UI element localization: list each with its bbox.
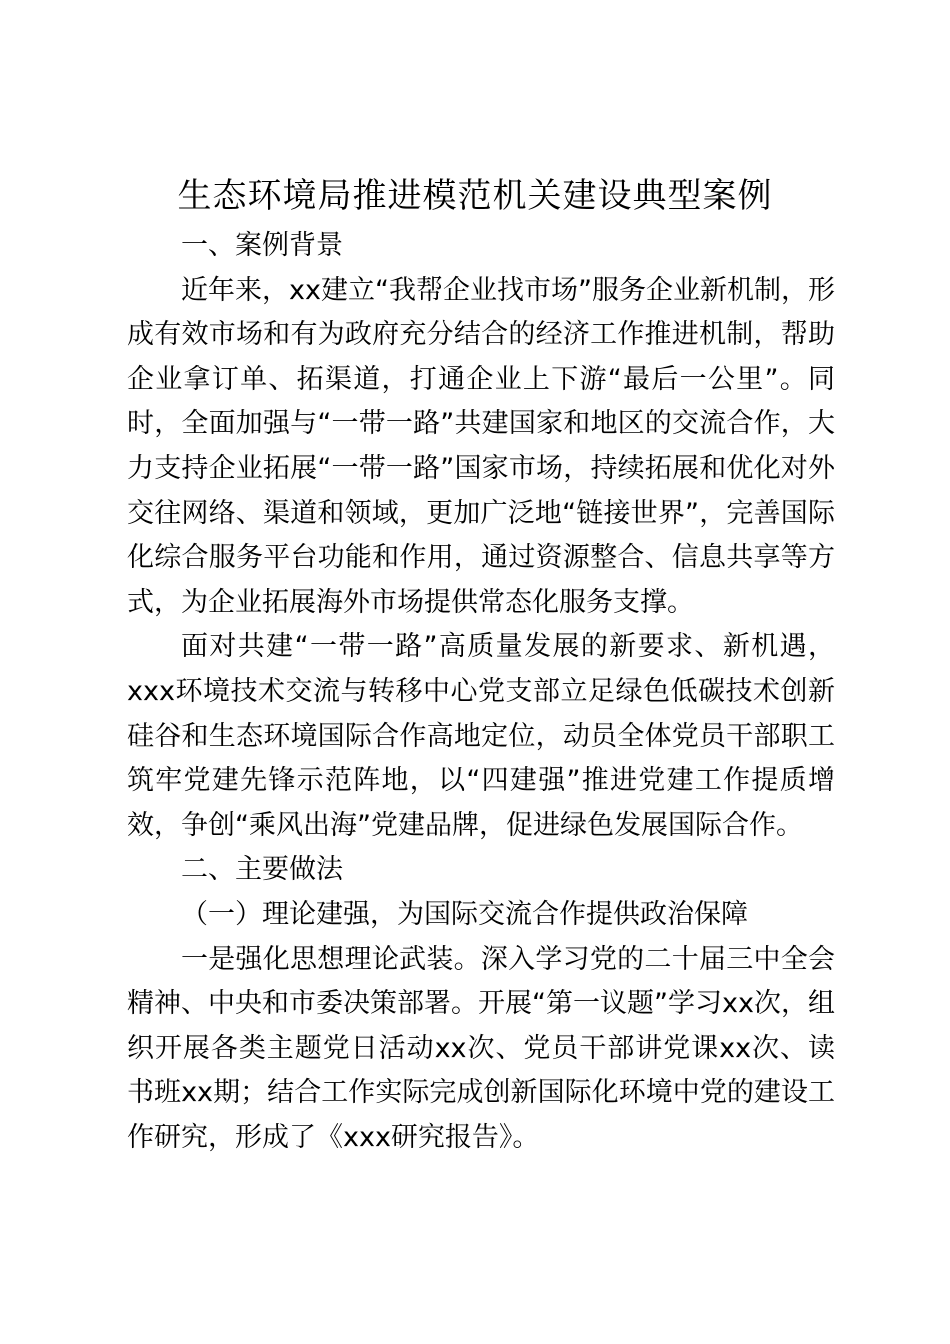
document-title: 生态环境局推进模范机关建设典型案例 — [177, 176, 773, 216]
document-body — [127, 224, 835, 1160]
section-heading-main-practices: 二、主要做法 — [181, 854, 343, 886]
paragraph-background-2: 面对共建“一带一路”高质量发展的新要求、新机遇，xxx环境技术交流与转移中心党支部立足绿色低碳技术创新硅谷和生态环境国际合作高地定位，动员全体党员干部职工筑牢党建先锋示范阵地，以“四建强”推进党建工作提质增效，争创“乘风出海”党建品牌，促进绿色发展国际合作。 — [127, 631, 835, 841]
paragraph-theory-1: 一是强化思想理论武装。深入学习党的二十届三中全会精神、中央和市委决策部署。开展“第一议题”学习xx次，组织开展各类主题党日活动xx次、党员干部讲党课xx次、读书班xx期；结合工作实际完成创新国际化环境中党的建设工作研究，形成了《xxx研究报告》。 — [127, 943, 835, 1153]
paragraph-background-1: 近年来，xx建立“我帮企业找市场”服务企业新机制，形成有效市场和有为政府充分结合的经济工作推进机制，帮助企业拿订单、拓渠道，打通企业上下游“最后一公里”。同时，全面加强与“一带一路”共建国家和地区的交流合作，大力支持企业拓展“一带一路”国家市场，持续拓展和优化对外交往网络、渠道和领域，更加广泛地“链接世界”，完善国际化综合服务平台功能和作用，通过资源整合、信息共享等方式，为企业拓展海外市场提供常态化服务支撑。 — [127, 274, 835, 618]
subsection-heading-theory: （一）理论建强，为国际交流合作提供政治保障 — [181, 898, 748, 930]
section-heading-background: 一、案例背景 — [181, 230, 343, 261]
